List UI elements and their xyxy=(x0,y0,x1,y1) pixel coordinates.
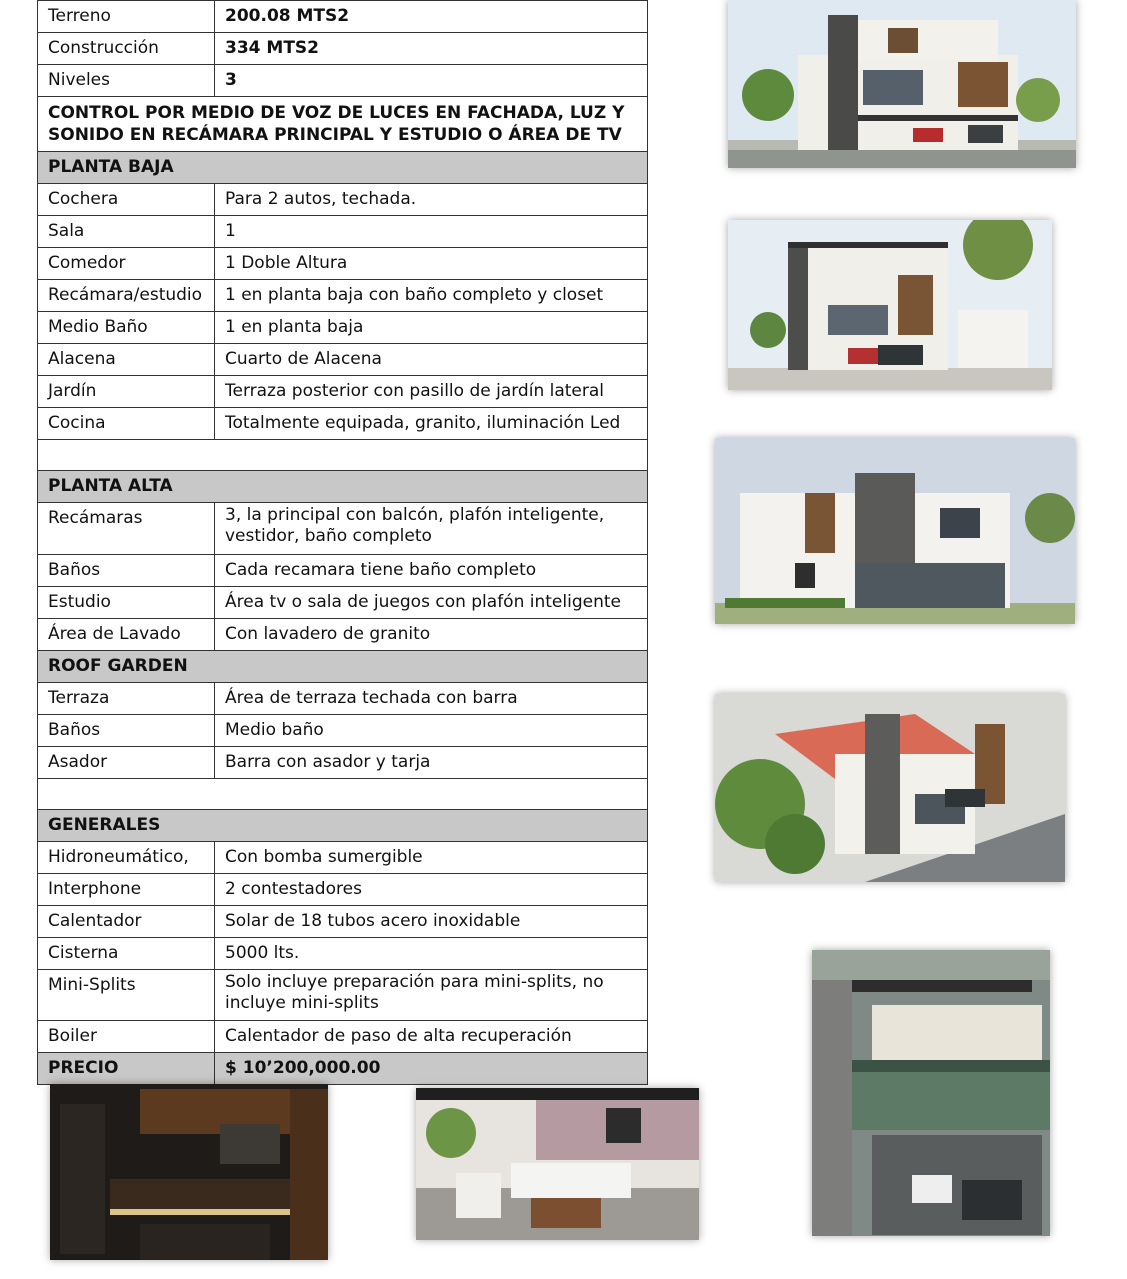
spec-value: Cuarto de Alacena xyxy=(215,344,648,376)
spec-value: Área tv o sala de juegos con plafón inteligente xyxy=(215,587,648,619)
spec-value: 334 MTS2 xyxy=(215,33,648,65)
spec-label: Terraza xyxy=(38,683,215,715)
spec-value: Con lavadero de granito xyxy=(215,619,648,651)
spec-value: Área de terraza techada con barra xyxy=(215,683,648,715)
spec-label: Comedor xyxy=(38,248,215,280)
spec-label: Calentador xyxy=(38,906,215,938)
spec-row xyxy=(38,184,648,216)
spacer-row xyxy=(38,779,648,810)
spec-row xyxy=(38,280,648,312)
spec-row xyxy=(38,938,648,970)
spec-row-construccion xyxy=(38,33,648,65)
spec-value: Solar de 18 tubos acero inoxidable xyxy=(215,906,648,938)
spec-row xyxy=(38,842,648,874)
spec-label: Cocina xyxy=(38,408,215,440)
spec-label: Estudio xyxy=(38,587,215,619)
spec-value: Cada recamara tiene baño completo xyxy=(215,555,648,587)
spec-row xyxy=(38,906,648,938)
spec-label: Baños xyxy=(38,715,215,747)
spec-row-terreno xyxy=(38,1,648,33)
voice-control-note-row xyxy=(38,97,648,152)
spec-label: Hidroneumático, xyxy=(38,842,215,874)
spec-row xyxy=(38,503,648,555)
section-planta-baja xyxy=(38,152,648,184)
section-title: PLANTA ALTA xyxy=(38,471,648,503)
price-value: $ 10’200,000.00 xyxy=(215,1053,648,1085)
section-title: ROOF GARDEN xyxy=(38,651,648,683)
spec-label: Área de Lavado xyxy=(38,619,215,651)
spec-value: 1 en planta baja xyxy=(215,312,648,344)
spec-row xyxy=(38,312,648,344)
spec-value: 1 en planta baja con baño completo y closet xyxy=(215,280,648,312)
spec-value: Para 2 autos, techada. xyxy=(215,184,648,216)
spec-value: Solo incluye preparación para mini-splits, no incluye mini-splits xyxy=(215,970,648,1021)
spec-value: Totalmente equipada, granito, iluminación Led xyxy=(215,408,648,440)
spec-label: Sala xyxy=(38,216,215,248)
section-generales xyxy=(38,810,648,842)
spec-row xyxy=(38,970,648,1021)
spec-row xyxy=(38,408,648,440)
spec-row xyxy=(38,555,648,587)
spec-label: Mini-Splits xyxy=(38,970,215,1021)
spec-row xyxy=(38,587,648,619)
spec-row xyxy=(38,874,648,906)
spec-value: 1 Doble Altura xyxy=(215,248,648,280)
spec-value: Calentador de paso de alta recuperación xyxy=(215,1021,648,1053)
spec-value: 2 contestadores xyxy=(215,874,648,906)
spec-row xyxy=(38,216,648,248)
render-roof-bar-image xyxy=(416,1088,699,1240)
price-row xyxy=(38,1053,648,1085)
spacer-row xyxy=(38,440,648,471)
spec-label: Asador xyxy=(38,747,215,779)
spec-value: 1 xyxy=(215,216,648,248)
spec-value: 5000 lts. xyxy=(215,938,648,970)
spec-label: Recámara/estudio xyxy=(38,280,215,312)
spec-row xyxy=(38,376,648,408)
spec-value: 3, la principal con balcón, plafón inteligente, vestidor, baño completo xyxy=(215,503,648,555)
spec-value: 3 xyxy=(215,65,648,97)
section-planta-alta xyxy=(38,471,648,503)
spec-row xyxy=(38,747,648,779)
voice-control-note: CONTROL POR MEDIO DE VOZ DE LUCES EN FACHADA, LUZ Y SONIDO EN RECÁMARA PRINCIPAL Y ESTUDIO O ÁREA DE TV xyxy=(38,97,648,152)
spec-row xyxy=(38,344,648,376)
spec-label: Boiler xyxy=(38,1021,215,1053)
section-title: GENERALES xyxy=(38,810,648,842)
section-roof-garden xyxy=(38,651,648,683)
spec-value: Terraza posterior con pasillo de jardín lateral xyxy=(215,376,648,408)
spec-label: Medio Baño xyxy=(38,312,215,344)
spec-value: 200.08 MTS2 xyxy=(215,1,648,33)
spec-value: Barra con asador y tarja xyxy=(215,747,648,779)
spec-label: Cochera xyxy=(38,184,215,216)
spec-label: Alacena xyxy=(38,344,215,376)
section-title: PLANTA BAJA xyxy=(38,152,648,184)
spec-label: Terreno xyxy=(38,1,215,33)
render-aerial-view-image xyxy=(715,694,1065,882)
spec-value: Con bomba sumergible xyxy=(215,842,648,874)
spec-label: Construcción xyxy=(38,33,215,65)
price-label: PRECIO xyxy=(38,1053,215,1085)
spec-row xyxy=(38,1021,648,1053)
spec-label: Niveles xyxy=(38,65,215,97)
spec-row-niveles xyxy=(38,65,648,97)
spec-label: Baños xyxy=(38,555,215,587)
spec-row xyxy=(38,619,648,651)
spec-row xyxy=(38,683,648,715)
spec-label: Interphone xyxy=(38,874,215,906)
render-kitchen-interior-image xyxy=(50,1084,328,1260)
property-spec-table xyxy=(37,0,648,1085)
render-front-facade-image xyxy=(728,0,1076,168)
spec-label: Cisterna xyxy=(38,938,215,970)
render-corner-view-image xyxy=(728,220,1052,390)
render-terrace-perspective-image xyxy=(812,950,1050,1236)
spec-row xyxy=(38,248,648,280)
render-rear-elevation-image xyxy=(715,438,1075,624)
spec-row xyxy=(38,715,648,747)
spec-label: Recámaras xyxy=(38,503,215,555)
spec-value: Medio baño xyxy=(215,715,648,747)
spec-label: Jardín xyxy=(38,376,215,408)
